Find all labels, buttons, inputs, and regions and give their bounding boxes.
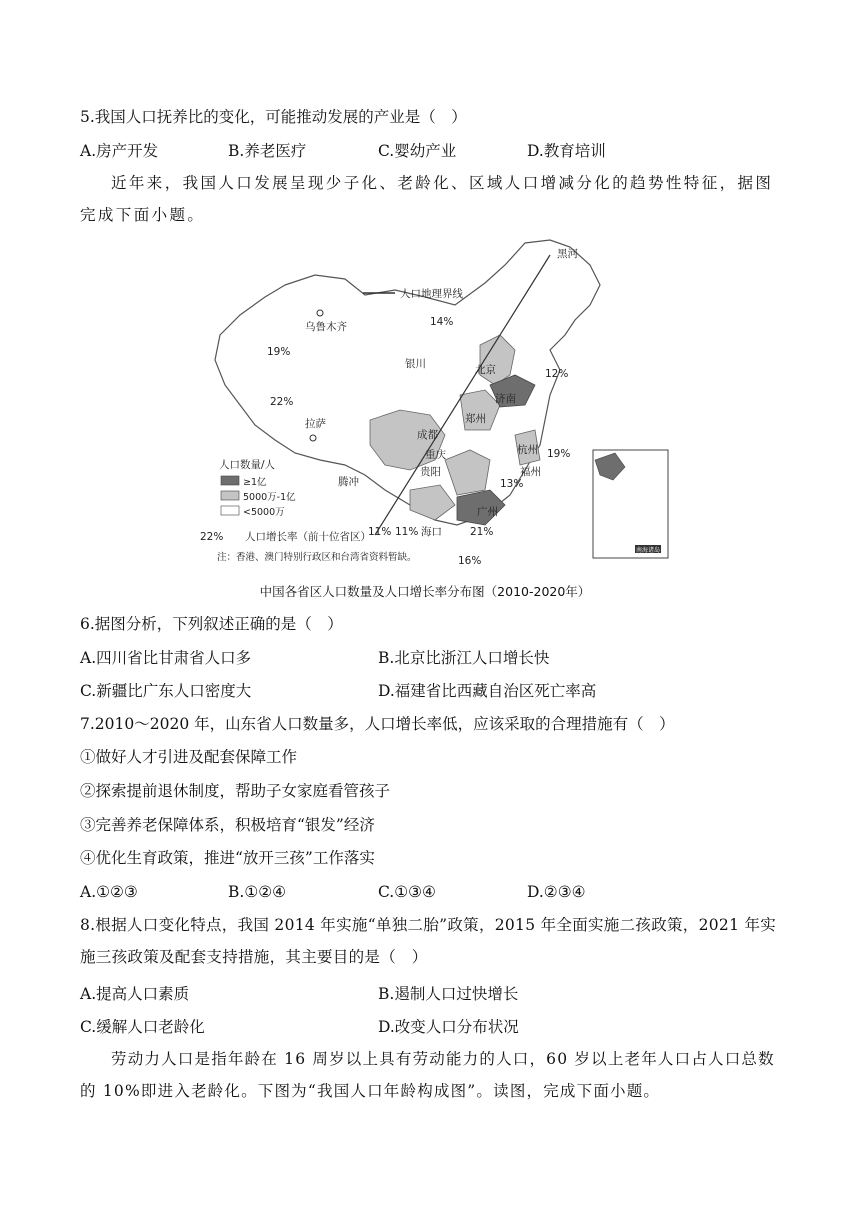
- q8-option-a[interactable]: A.提高人口素质: [80, 985, 190, 1003]
- city-label: 银川: [405, 358, 426, 370]
- q6-stem: 6.据图分析，下列叙述正确的是（ ）: [80, 615, 343, 633]
- rate-label: 22%: [270, 396, 294, 408]
- intro-paragraph-1: 近年来，我国人口发展呈现少子化、老龄化、区域人口增减分化的趋势性特征，据图完成下面小题。: [80, 174, 774, 224]
- q7-stem: 7.2010～2020 年，山东省人口数量多，人口增长率低，应该采取的合理措施有（ ）: [80, 715, 675, 733]
- q5-option-a[interactable]: A.房产开发: [80, 142, 159, 160]
- legend-rate-value: 22%: [200, 531, 224, 543]
- q7-item-3: ③完善养老保障体系，积极培育“银发”经济: [80, 816, 375, 834]
- q6-option-a[interactable]: A.四川省比甘肃省人口多: [80, 649, 252, 667]
- legend-line-label: 人口地理界线: [400, 288, 463, 300]
- q8-option-d[interactable]: D.改变人口分布状况: [378, 1018, 519, 1036]
- city-label: 北京: [475, 364, 496, 376]
- city-label: 贵阳: [420, 466, 441, 478]
- q7-option-a[interactable]: A.①②③: [80, 883, 138, 901]
- q5-option-c[interactable]: C.婴幼产业: [378, 142, 457, 160]
- legend-title: 人口数量/人: [219, 459, 276, 471]
- legend-item-low: <5000万: [243, 507, 285, 518]
- city-label: 腾冲: [338, 476, 359, 488]
- city-label: 重庆: [425, 449, 446, 461]
- city-label: 福州: [520, 466, 541, 478]
- city-label: 济南: [495, 393, 516, 405]
- legend-swatch-low: [221, 506, 239, 515]
- map-note: 注：香港、澳门特别行政区和台湾省资料暂缺。: [217, 552, 417, 563]
- rate-label: 11%: [368, 526, 392, 538]
- china-map: [195, 235, 675, 575]
- q5-option-d[interactable]: D.教育培训: [527, 142, 606, 160]
- rate-label: 14%: [430, 316, 454, 328]
- rate-label: 13%: [500, 478, 524, 490]
- population-map-figure: [195, 235, 675, 575]
- city-label: 郑州: [465, 413, 486, 425]
- q5-option-b[interactable]: B.养老医疗: [228, 142, 307, 160]
- q7-item-1: ①做好人才引进及配套保障工作: [80, 748, 298, 766]
- legend-item-high: ≥1亿: [243, 477, 267, 488]
- rate-label: 16%: [458, 555, 482, 567]
- q7-option-c[interactable]: C.①③④: [378, 883, 436, 901]
- q8-stem: 8.根据人口变化特点，我国 2014 年实施“单独二胎”政策，2015 年全面实施二孩政策，2021 年实施三孩政策及配套支持措施，其主要目的是（ ）: [80, 916, 777, 966]
- legend-swatch-mid: [221, 491, 239, 500]
- inset-label: 南海诸岛: [636, 547, 661, 554]
- legend-rate-label: 人口增长率（前十位省区）: [245, 531, 371, 543]
- rate-label: 19%: [267, 346, 291, 358]
- city-label: 拉萨: [305, 418, 326, 430]
- q6-option-c[interactable]: C.新疆比广东人口密度大: [80, 682, 252, 700]
- q7-option-b[interactable]: B.①②④: [228, 883, 287, 901]
- q7-item-4: ④优化生育政策，推进“放开三孩”工作落实: [80, 849, 375, 867]
- legend-item-mid: 5000万-1亿: [243, 492, 296, 503]
- city-label: 黑河: [557, 248, 578, 260]
- city-label: 杭州: [517, 444, 538, 456]
- rate-label: 21%: [470, 526, 494, 538]
- q7-option-d[interactable]: D.②③④: [527, 883, 586, 901]
- legend-swatch-high: [221, 476, 239, 485]
- q8-option-b[interactable]: B.遏制人口过快增长: [378, 985, 519, 1003]
- intro-paragraph-2: 劳动力人口是指年龄在 16 周岁以上具有劳动能力的人口，60 岁以上老年人口占人口总数的 10%即进入老龄化。下图为“我国人口年龄构成图”。读图，完成下面小题。: [80, 1050, 775, 1100]
- city-label: 乌鲁木齐: [305, 321, 347, 333]
- q6-option-b[interactable]: B.北京比浙江人口增长快: [378, 649, 550, 667]
- q8-option-c[interactable]: C.缓解人口老龄化: [80, 1018, 205, 1036]
- map-caption: 中国各省区人口数量及人口增长率分布图（2010-2020年）: [259, 584, 591, 599]
- city-label: 成都: [417, 429, 438, 441]
- q6-option-d[interactable]: D.福建省比西藏自治区死亡率高: [378, 682, 597, 700]
- q7-item-2: ②探索提前退休制度，帮助子女家庭看管孩子: [80, 782, 391, 800]
- rate-label: 11%: [395, 526, 419, 538]
- rate-label: 12%: [545, 368, 569, 380]
- city-label: 广州: [477, 506, 498, 518]
- rate-label: 19%: [547, 448, 571, 460]
- q5-stem: 5.我国人口抚养比的变化，可能推动发展的产业是（ ）: [80, 108, 467, 126]
- city-label: 海口: [421, 526, 442, 538]
